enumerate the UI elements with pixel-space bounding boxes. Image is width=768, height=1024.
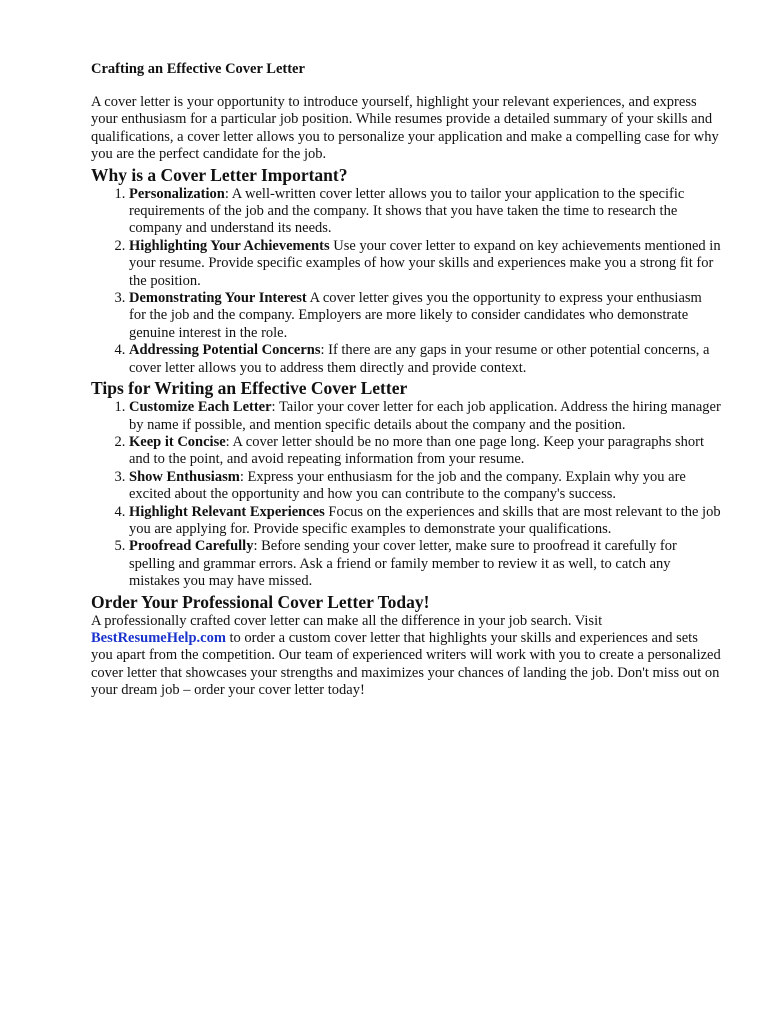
list-item-term: Addressing Potential Concerns — [129, 342, 321, 359]
list-item — [129, 469, 721, 504]
list-item-term: Highlight Relevant Experiences — [129, 503, 325, 520]
list-item-text: : If there are any gaps in your resume or other potential concerns, a cover letter allows you to address them directly and provide context. — [129, 342, 710, 376]
tips-heading: Tips for Writing an Effective Cover Letter — [91, 378, 408, 399]
list-item — [129, 342, 721, 377]
list-item-term: Personalization — [129, 185, 225, 202]
tips-list — [91, 399, 721, 590]
list-item-text: : Tailor your cover letter for each job application. Address the hiring manager by name if possible, and mention specific details about the company and the position. — [129, 399, 721, 433]
list-item-text: A cover letter gives you the opportunity to express your enthusiasm for the job and the company. Employers are more likely to consider candidates who demonstrate genuine interest in the role. — [129, 290, 702, 341]
list-item — [129, 399, 721, 434]
list-item-term: Proofread Carefully — [129, 538, 254, 555]
list-item-term: Show Enthusiasm — [129, 468, 240, 485]
list-item — [129, 290, 721, 342]
document-page — [91, 60, 721, 700]
order-text-after: to order a custom cover letter that highlights your skills and experiences and sets you apart from the competition. Our team of experienced writers will work with you to create a personalized cover letter that showcases your strengths and maximizes your chances of landing the job. Don't miss out on your dream job – order your cover letter today! — [91, 629, 721, 699]
document-title: Crafting an Effective Cover Letter — [91, 61, 305, 77]
list-item-term: Demonstrating Your Interest — [129, 290, 307, 307]
list-item-text: : A well-written cover letter allows you to tailor your application to the specific requirements of the job and the company. It shows that you have taken the time to research the company and understand its needs. — [129, 185, 685, 237]
why-list — [91, 186, 721, 377]
list-item — [129, 504, 721, 539]
list-item — [129, 238, 721, 290]
order-paragraph — [91, 613, 721, 700]
why-heading: Why is a Cover Letter Important? — [91, 164, 348, 185]
list-item-term: Customize Each Letter — [129, 399, 272, 416]
order-heading: Order Your Professional Cover Letter Today! — [91, 591, 430, 612]
list-item-term: Keep it Concise — [129, 433, 226, 450]
list-item-text: : Express your enthusiasm for the job and the company. Explain why you are excited about the opportunity and how you can contribute to the company's success. — [129, 468, 686, 503]
list-item-text: : A cover letter should be no more than one page long. Keep your paragraphs short and to the point, and avoid repeating information from your resume. — [129, 433, 705, 468]
list-item-text: Use your cover letter to expand on key achievements mentioned in your resume. Provide specific examples of how your skills and experiences make you a strong fit for the position. — [129, 237, 721, 289]
list-item-text: : Before sending your cover letter, make sure to proofread it carefully for spelling and grammar errors. Ask a friend or family member to review it as well, to catch any mistakes you may have missed. — [129, 538, 677, 590]
intro-paragraph: A cover letter is your opportunity to introduce yourself, highlight your relevant experiences, and express your enthusiasm for a particular job position. While resumes provide a detailed summary of your skills and qualifications, a cover letter allows you to personalize your application and make a compelling case for why you are the perfect candidate for the job. — [91, 94, 719, 163]
list-item-term: Highlighting Your Achievements — [129, 237, 330, 254]
order-text-before: A professionally crafted cover letter can make all the difference in your job search. Visit — [91, 612, 603, 629]
bestresumehelp-link[interactable]: BestResumeHelp.com — [91, 629, 226, 646]
list-item — [129, 186, 721, 238]
list-item-text: Focus on the experiences and skills that are most relevant to the job you are applying for. Provide specific examples to demonstrate your qualifications. — [129, 503, 721, 537]
list-item — [129, 538, 721, 590]
list-item — [129, 434, 721, 469]
